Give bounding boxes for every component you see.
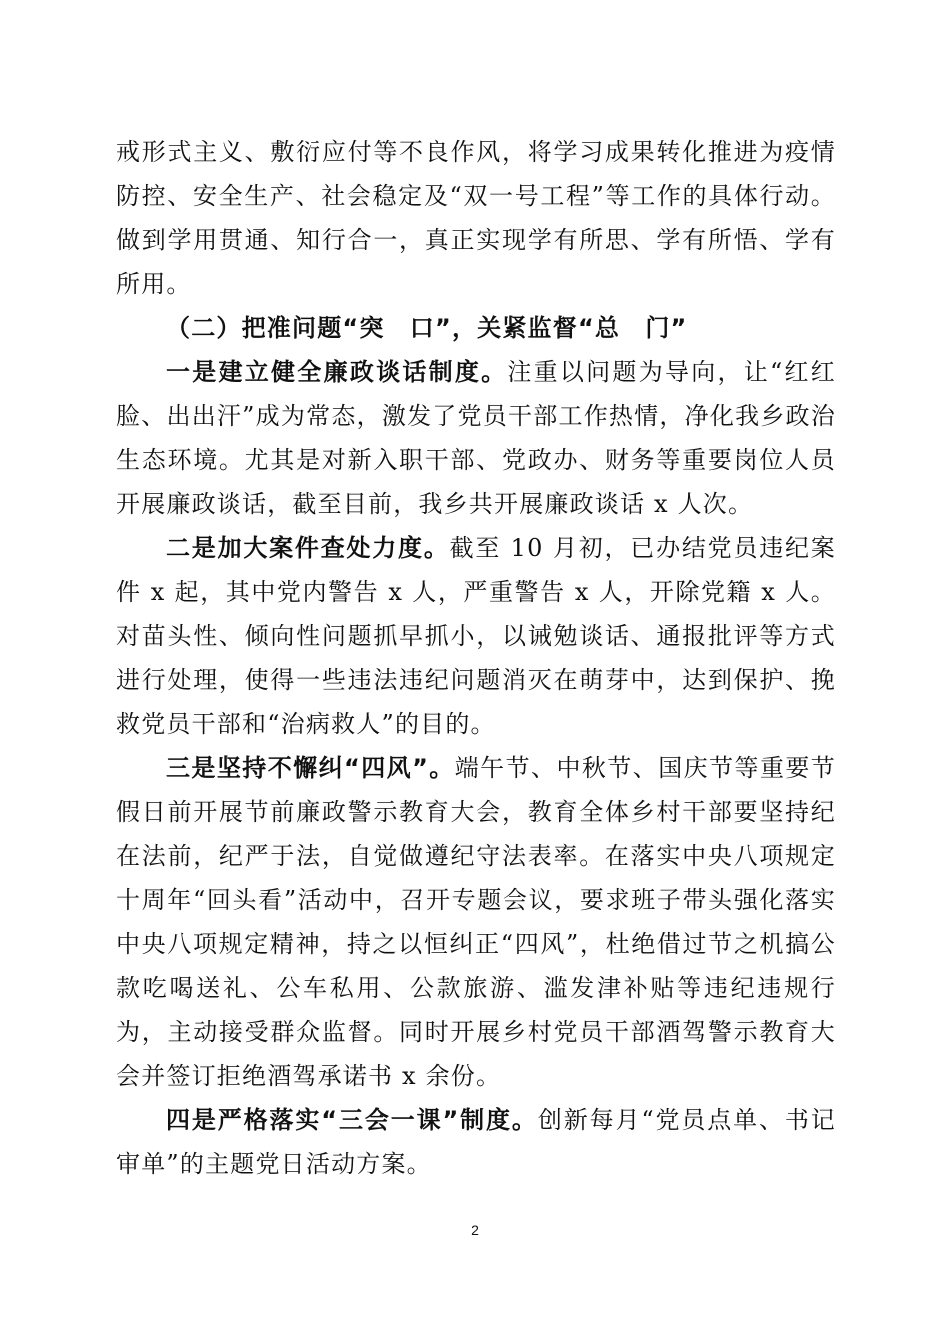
item-paragraph-2 (116, 526, 836, 746)
item-paragraph-3 (116, 746, 836, 1098)
item-body: 端午节、中秋节、国庆节等重要节假日前开展节前廉政警示教育大会，教育全体乡村干部要坚持纪在法前，纪严于法，自觉做遵纪守法表率。在落实中央八项规定十周年“回头看”活动中，召开专题会议，要求班子带头强化落实中央八项规定精神，持之以恒纠正“四风”，杜绝借过节之机搞公款吃喝送礼、公车私用、公款旅游、滥发津补贴等违纪违规行为，主动接受群众监督。同时开展乡村党员干部酒驾警示教育大会并签订拒绝酒驾承诺书 x 余份。 (116, 754, 837, 1090)
item-body: 截至 10 月初，已办结党员违纪案件 x 起，其中党内警告 x 人，严重警告 x 人，开除党籍 x 人。对苗头性、倾向性问题抓早抓小，以诫勉谈话、通报批评等方式进行处理，使得一些违法违纪问题消灭在萌芽中，达到保护、挽救党员干部和“治病救人”的目的。 (116, 534, 836, 738)
item-body: 注重以问题为导向，让“红红脸、出出汗”成为常态，激发了党员干部工作热情，净化我乡政治生态环境。尤其是对新入职干部、党政办、财务等重要岗位人员开展廉政谈话，截至目前，我乡共开展廉政谈话 x 人次。 (116, 358, 836, 518)
item-body: 创新每月“党员点单、书记审单”的主题党日活动方案。 (116, 1106, 837, 1178)
item-lead: 二是加大案件查处力度。 (166, 534, 450, 562)
section-heading: （二）把准问题“突 口”，关紧监督“总 门” (166, 314, 688, 342)
item-paragraph-4 (116, 1098, 836, 1186)
page-number: 2 (471, 1222, 479, 1238)
item-lead: 三是坚持不懈纠“四风”。 (166, 754, 455, 782)
continuation-paragraph: 戒形式主义、敷衍应付等不良作风，将学习成果转化推进为疫情防控、安全生产、社会稳定及“双一号工程”等工作的具体行动。做到学用贯通、知行合一，真正实现学有所思、学有所悟、学有所用。 (116, 138, 836, 298)
item-lead: 一是建立健全廉政谈话制度。 (166, 358, 508, 386)
document-page (116, 130, 836, 1186)
item-paragraph-1 (116, 350, 836, 526)
item-lead: 四是严格落实“三会一课”制度。 (166, 1106, 538, 1134)
